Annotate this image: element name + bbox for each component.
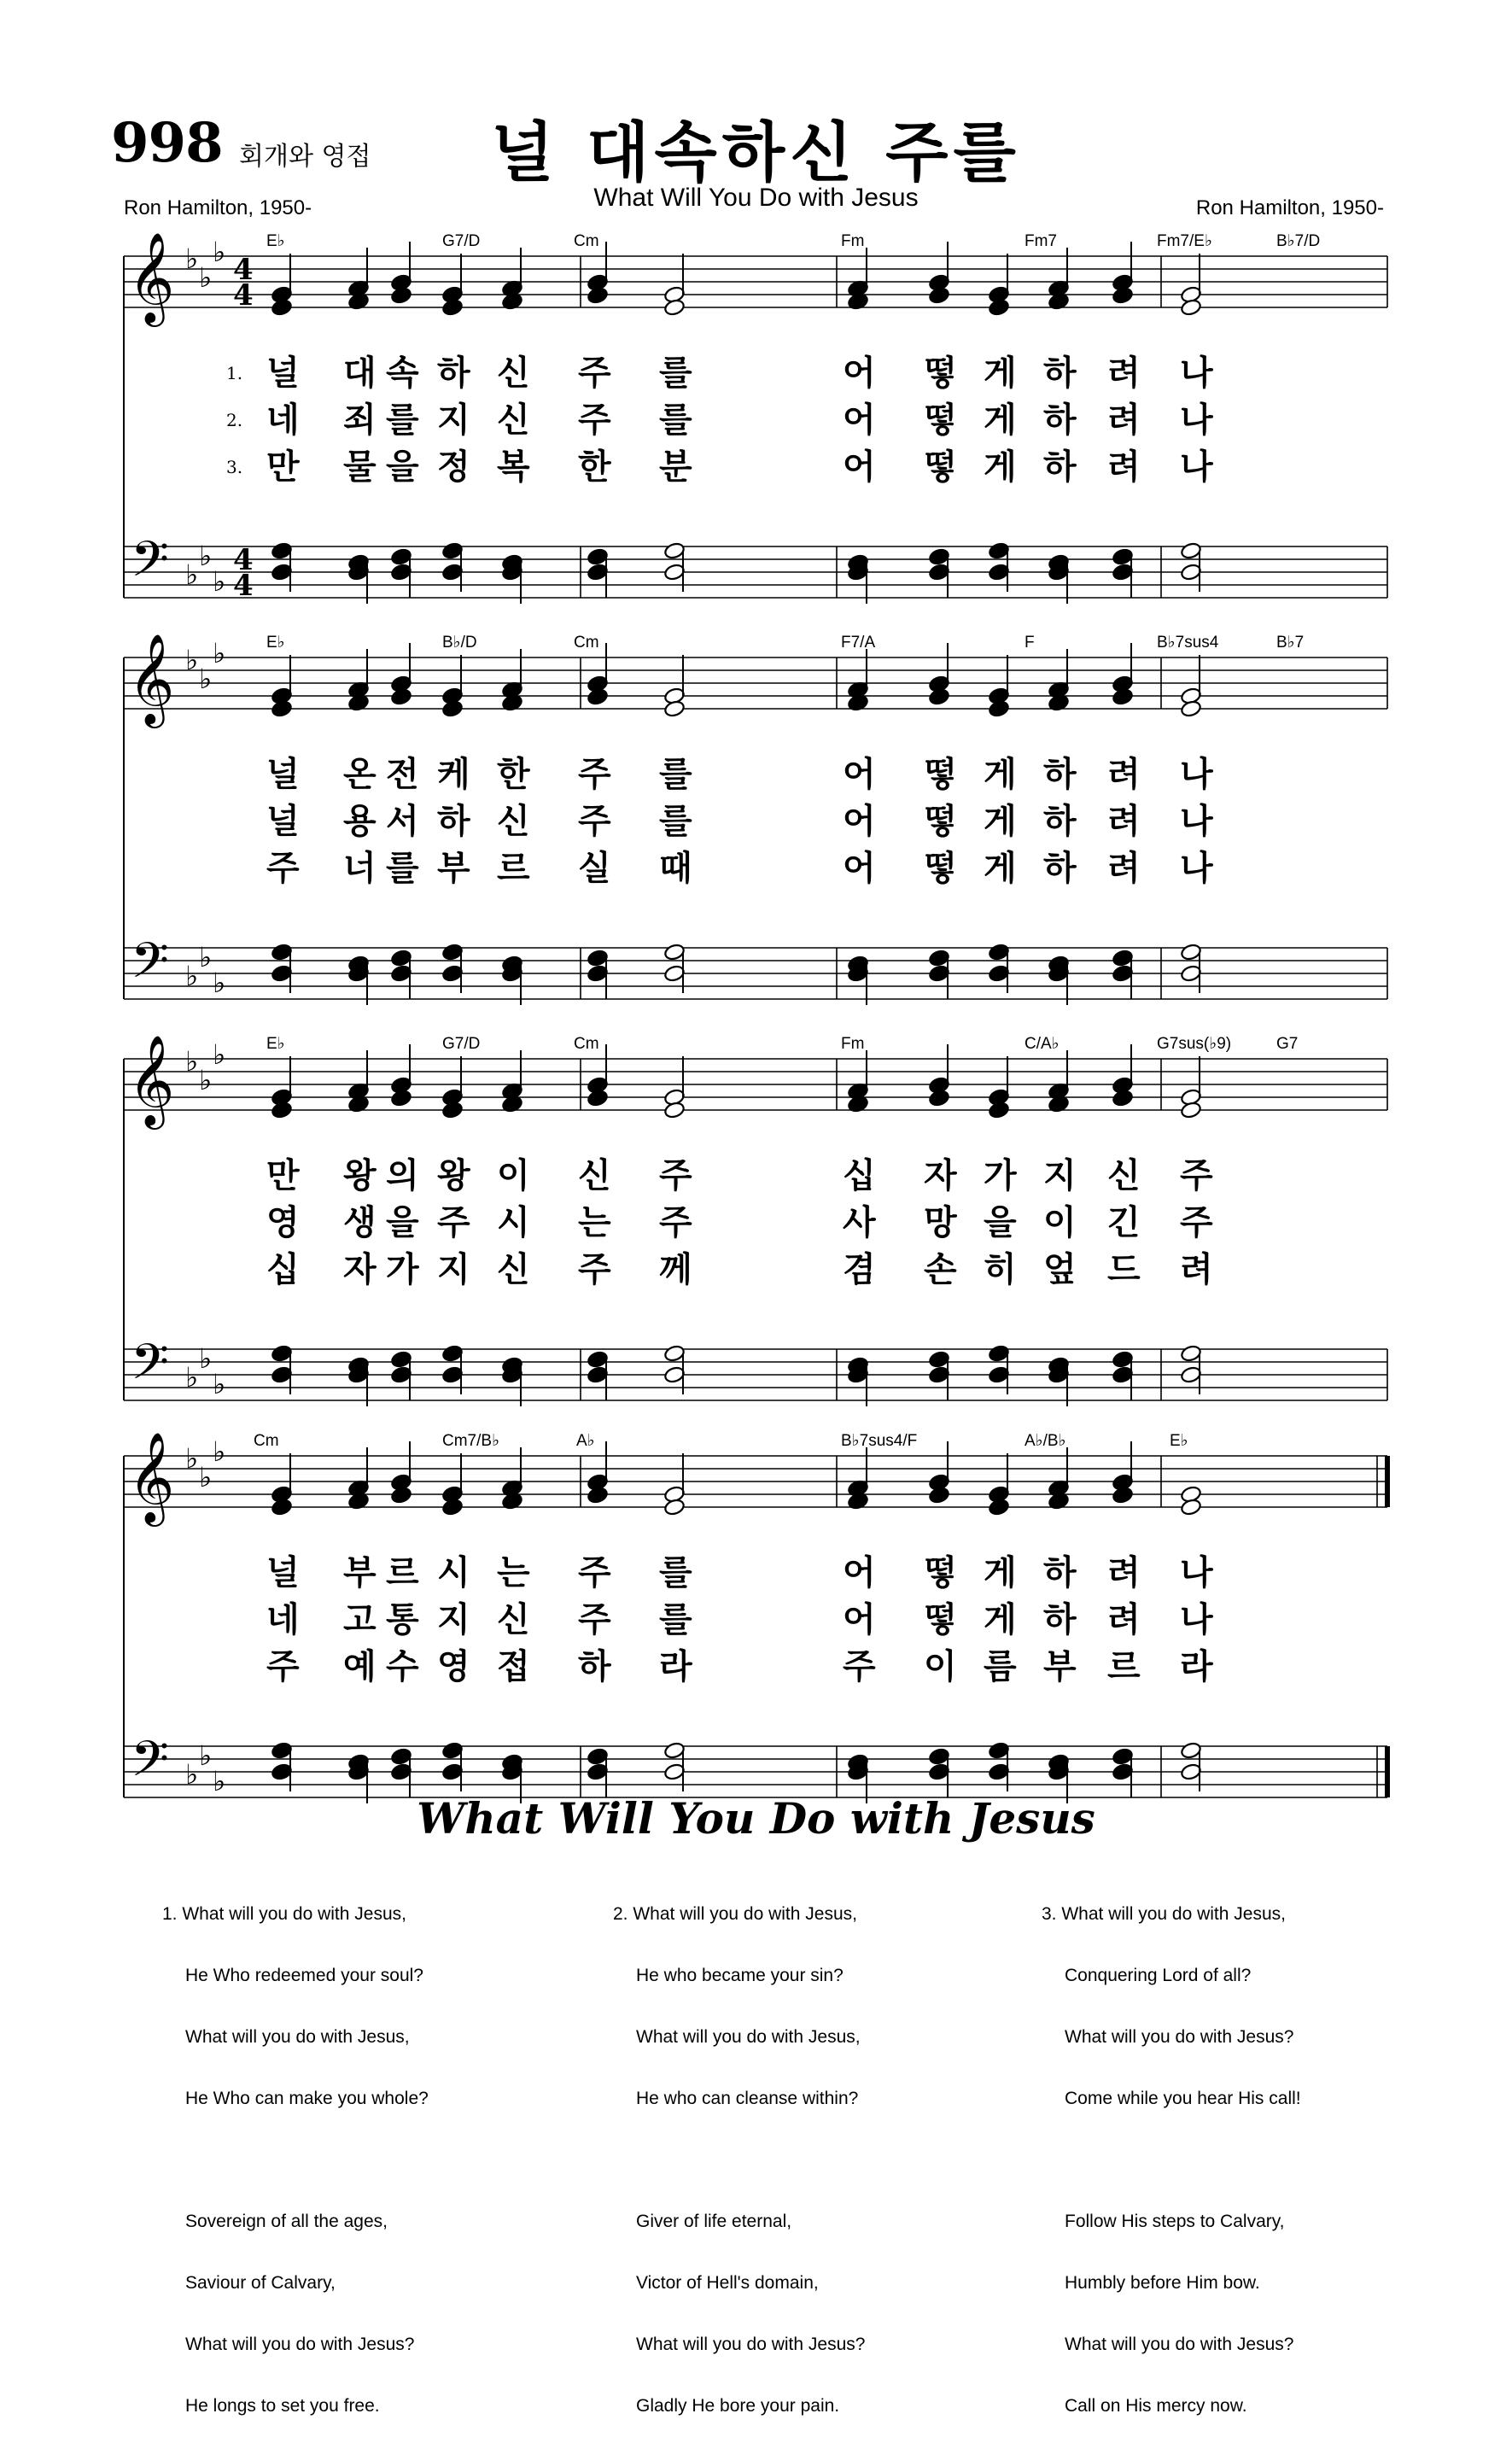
lyric-syllable: 이 bbox=[1043, 1203, 1077, 1242]
lyric-syllable: 르 bbox=[497, 849, 530, 888]
bass-clef: 𝄢 bbox=[131, 932, 170, 1002]
lyric-syllable: 복 bbox=[497, 447, 530, 487]
lyric-syllable: 어 bbox=[843, 354, 876, 393]
lyric-syllable: 만 bbox=[266, 1156, 300, 1195]
time-signature: 4 bbox=[233, 278, 254, 313]
lyric-syllable: 널 bbox=[266, 802, 300, 841]
chord-symbol: Cm bbox=[574, 232, 599, 250]
flat-sign: ♭ bbox=[213, 236, 226, 268]
lyric-syllable: 나 bbox=[1180, 400, 1213, 440]
lyric-syllable: 주 bbox=[578, 400, 611, 440]
flat-sign: ♭ bbox=[185, 1442, 199, 1475]
lyric-syllable: 주 bbox=[1180, 1203, 1213, 1242]
lyric-syllable: 하 bbox=[437, 802, 470, 841]
lyric-syllable: 왕 bbox=[343, 1156, 377, 1195]
quarter-note bbox=[271, 298, 293, 317]
lyric-syllable: 나 bbox=[1180, 1600, 1213, 1639]
chord-symbol: B♭7/D bbox=[1276, 232, 1321, 250]
chord-symbol: C/A♭ bbox=[1025, 1035, 1060, 1053]
lyric-syllable: 용 bbox=[343, 802, 377, 841]
lyric-syllable: 게 bbox=[984, 400, 1017, 440]
flat-sign: ♭ bbox=[199, 941, 213, 973]
lyric-syllable: 하 bbox=[1043, 755, 1077, 794]
lyric-syllable: 를 bbox=[659, 1600, 692, 1639]
lyric-syllable: 널 bbox=[266, 354, 300, 393]
lyric-syllable: 생 bbox=[343, 1203, 377, 1242]
lyric-syllable: 십 bbox=[266, 1250, 300, 1289]
lyric-syllable: 를 bbox=[659, 755, 692, 794]
lyric-syllable: 신 bbox=[497, 354, 530, 393]
chord-symbol: A♭/B♭ bbox=[1025, 1432, 1066, 1450]
english-verse-2 bbox=[613, 1863, 865, 2437]
chord-symbol: G7sus(♭9) bbox=[1157, 1035, 1232, 1053]
lyric-syllable: 주 bbox=[578, 1553, 611, 1593]
flat-sign: ♭ bbox=[199, 1342, 213, 1375]
flat-sign: ♭ bbox=[213, 1038, 226, 1071]
lyric-syllable: 접 bbox=[497, 1647, 530, 1686]
quarter-note bbox=[441, 699, 464, 718]
quarter-note bbox=[441, 1101, 464, 1119]
lyric-syllable: 히 bbox=[984, 1250, 1017, 1289]
treble-clef: 𝄞 bbox=[128, 633, 175, 724]
chord-symbol: Fm7 bbox=[1025, 232, 1057, 250]
half-note bbox=[663, 298, 686, 317]
lyric-syllable: 려 bbox=[1107, 400, 1141, 440]
lyric-syllable: 의 bbox=[386, 1156, 419, 1195]
half-note bbox=[1180, 1101, 1202, 1119]
lyric-syllable: 지 bbox=[1043, 1156, 1077, 1195]
lyric-syllable: 떻 bbox=[924, 755, 957, 794]
flat-sign: ♭ bbox=[213, 1368, 226, 1400]
lyric-syllable: 네 bbox=[266, 1600, 300, 1639]
quarter-note bbox=[988, 1498, 1010, 1517]
lyric-syllable: 을 bbox=[984, 1203, 1017, 1242]
quarter-note bbox=[587, 1486, 609, 1505]
lyric-syllable: 예 bbox=[343, 1647, 377, 1686]
lyric-syllable: 하 bbox=[1043, 849, 1077, 888]
lyric-syllable: 지 bbox=[437, 1600, 470, 1639]
lyric-syllable: 자 bbox=[924, 1156, 957, 1195]
lyric-syllable: 떻 bbox=[924, 447, 957, 487]
verse-line: What will you do with Jesus, bbox=[636, 2027, 861, 2047]
time-signature: 4 bbox=[233, 569, 254, 603]
lyric-syllable: 부 bbox=[437, 849, 470, 888]
quarter-note bbox=[928, 1486, 950, 1505]
lyric-syllable: 한 bbox=[578, 447, 611, 487]
half-note bbox=[1180, 699, 1202, 718]
half-note bbox=[663, 1498, 686, 1517]
flat-sign: ♭ bbox=[213, 1765, 226, 1797]
flat-sign: ♭ bbox=[199, 663, 213, 695]
lyric-syllable: 주 bbox=[659, 1156, 692, 1195]
chord-symbol: B♭/D bbox=[442, 634, 477, 652]
lyric-syllable: 떻 bbox=[924, 400, 957, 440]
chord-symbol: G7 bbox=[1276, 1035, 1299, 1053]
chord-symbol: E♭ bbox=[266, 634, 285, 652]
lyric-syllable: 주 bbox=[578, 802, 611, 841]
lyric-syllable: 를 bbox=[659, 802, 692, 841]
verse-line: He Who redeemed your soul? bbox=[185, 1966, 423, 1985]
verse-line: Giver of life eternal, bbox=[636, 2212, 792, 2231]
lyric-syllable: 어 bbox=[843, 447, 876, 487]
flat-sign: ♭ bbox=[185, 243, 199, 275]
lyric-syllable: 나 bbox=[1180, 1553, 1213, 1593]
verse-line: What will you do with Jesus, bbox=[1061, 1904, 1286, 1924]
lyric-syllable: 주 bbox=[578, 354, 611, 393]
lyric-syllable: 긴 bbox=[1107, 1203, 1141, 1242]
flat-sign: ♭ bbox=[213, 967, 226, 999]
flat-sign: ♭ bbox=[185, 1361, 199, 1394]
quarter-note bbox=[271, 699, 293, 718]
lyric-syllable: 신 bbox=[497, 400, 530, 440]
quarter-note bbox=[390, 286, 412, 305]
hymn-subtitle: What Will You Do with Jesus bbox=[593, 184, 919, 212]
lyric-syllable: 한 bbox=[497, 755, 530, 794]
treble-clef: 𝄞 bbox=[128, 231, 175, 323]
verse-line: Saviour of Calvary, bbox=[185, 2273, 336, 2293]
quarter-note bbox=[928, 687, 950, 706]
lyric-syllable: 드 bbox=[1107, 1250, 1141, 1289]
lyric-syllable: 어 bbox=[843, 1553, 876, 1593]
lyric-syllable: 려 bbox=[1107, 1553, 1141, 1593]
lyric-syllable: 망 bbox=[924, 1203, 957, 1242]
flat-sign: ♭ bbox=[213, 565, 226, 598]
verse-line: What will you do with Jesus? bbox=[1065, 2335, 1294, 2354]
lyric-syllable: 신 bbox=[497, 1250, 530, 1289]
quarter-note bbox=[988, 1101, 1010, 1119]
lyric-syllable: 가 bbox=[984, 1156, 1017, 1195]
verse-number: 2. bbox=[613, 1904, 628, 1924]
lyric-syllable: 실 bbox=[578, 849, 611, 888]
lyric-syllable: 떻 bbox=[924, 354, 957, 393]
lyric-syllable: 주 bbox=[843, 1647, 876, 1686]
flat-sign: ♭ bbox=[199, 540, 213, 572]
lyric-syllable: 이 bbox=[924, 1647, 957, 1686]
lyric-syllable: 하 bbox=[1043, 400, 1077, 440]
flat-sign: ♭ bbox=[199, 261, 213, 294]
verse-number: 1. bbox=[226, 363, 243, 383]
chord-symbol: B♭7 bbox=[1276, 634, 1305, 652]
quarter-note bbox=[988, 699, 1010, 718]
verse-line: Humbly before Him bow. bbox=[1065, 2273, 1260, 2293]
lyric-syllable: 겸 bbox=[843, 1250, 876, 1289]
lyric-syllable: 려 bbox=[1107, 755, 1141, 794]
lyric-syllable: 떻 bbox=[924, 802, 957, 841]
lyric-syllable: 주 bbox=[578, 755, 611, 794]
flat-sign: ♭ bbox=[199, 1739, 213, 1772]
lyric-syllable: 통 bbox=[386, 1600, 419, 1639]
lyric-syllable: 주 bbox=[659, 1203, 692, 1242]
lyric-syllable: 지 bbox=[437, 400, 470, 440]
lyric-syllable: 떻 bbox=[924, 1600, 957, 1639]
verse-line: Come while you hear His call! bbox=[1065, 2089, 1301, 2108]
verse-number: 1. bbox=[162, 1904, 178, 1924]
time-signature: 4 bbox=[233, 543, 254, 577]
hymn-number: 998 bbox=[111, 111, 223, 175]
lyric-syllable: 네 bbox=[266, 400, 300, 440]
bass-clef: 𝄢 bbox=[131, 530, 170, 600]
lyric-syllable: 려 bbox=[1107, 802, 1141, 841]
quarter-note bbox=[390, 687, 412, 706]
verse-line: He Who can make you whole? bbox=[185, 2089, 429, 2108]
lyric-syllable: 손 bbox=[924, 1250, 957, 1289]
lyric-syllable: 분 bbox=[659, 447, 692, 487]
lyric-syllable: 떻 bbox=[924, 1553, 957, 1593]
lyric-syllable: 을 bbox=[386, 1203, 419, 1242]
lyricist-credit: Ron Hamilton, 1950- bbox=[124, 196, 312, 219]
lyric-syllable: 려 bbox=[1180, 1250, 1213, 1289]
verse-line: Follow His steps to Calvary, bbox=[1065, 2212, 1285, 2231]
lyric-syllable: 만 bbox=[266, 447, 300, 487]
half-note bbox=[663, 1101, 686, 1119]
verse-line: He who became your sin? bbox=[636, 1966, 844, 1985]
lyric-syllable: 려 bbox=[1107, 354, 1141, 393]
quarter-note bbox=[587, 687, 609, 706]
lyric-syllable: 려 bbox=[1107, 849, 1141, 888]
lyric-syllable: 어 bbox=[843, 849, 876, 888]
quarter-note bbox=[587, 286, 609, 305]
lyric-syllable: 물 bbox=[343, 447, 377, 487]
flat-sign: ♭ bbox=[185, 1045, 199, 1078]
lyric-syllable: 려 bbox=[1107, 1600, 1141, 1639]
flat-sign: ♭ bbox=[185, 644, 199, 676]
lyric-syllable: 대 bbox=[343, 354, 377, 393]
chord-symbol: F7/A bbox=[841, 634, 876, 652]
english-verse-3 bbox=[1042, 1863, 1301, 2437]
lyric-syllable: 떻 bbox=[924, 849, 957, 888]
english-title: What Will You Do with Jesus bbox=[417, 1793, 1095, 1844]
lyric-syllable: 주 bbox=[1180, 1156, 1213, 1195]
lyric-syllable: 어 bbox=[843, 400, 876, 440]
verse-line: Gladly He bore your pain. bbox=[636, 2396, 840, 2416]
chord-symbol: A♭ bbox=[576, 1432, 595, 1450]
lyric-syllable: 하 bbox=[1043, 447, 1077, 487]
lyric-syllable: 전 bbox=[386, 755, 419, 794]
half-note bbox=[1180, 1498, 1202, 1517]
quarter-note bbox=[928, 286, 950, 305]
verse-number: 3. bbox=[1042, 1904, 1057, 1924]
lyric-syllable: 자 bbox=[343, 1250, 377, 1289]
chord-symbol: B♭7sus4/F bbox=[841, 1432, 918, 1450]
lyric-syllable: 주 bbox=[578, 1250, 611, 1289]
verse-line: Call on His mercy now. bbox=[1065, 2396, 1247, 2416]
lyric-syllable: 엎 bbox=[1043, 1250, 1077, 1289]
lyric-syllable: 게 bbox=[984, 354, 1017, 393]
chord-symbol: Cm bbox=[254, 1432, 279, 1450]
lyric-syllable: 라 bbox=[1180, 1647, 1213, 1686]
lyric-syllable: 을 bbox=[386, 447, 419, 487]
verse-line: He who can cleanse within? bbox=[636, 2089, 859, 2108]
quarter-note bbox=[1112, 286, 1134, 305]
lyric-syllable: 신 bbox=[497, 1600, 530, 1639]
lyric-syllable: 하 bbox=[1043, 1553, 1077, 1593]
lyric-syllable: 부 bbox=[1043, 1647, 1077, 1686]
lyric-syllable: 는 bbox=[497, 1553, 530, 1593]
lyric-syllable: 게 bbox=[984, 447, 1017, 487]
treble-clef: 𝄞 bbox=[128, 1431, 175, 1522]
lyric-syllable: 신 bbox=[1107, 1156, 1141, 1195]
verse-line: What will you do with Jesus? bbox=[636, 2335, 866, 2354]
verse-line: He longs to set you free. bbox=[185, 2396, 380, 2416]
chord-symbol: E♭ bbox=[1170, 1432, 1188, 1450]
chord-symbol: F bbox=[1025, 634, 1035, 652]
quarter-note bbox=[441, 1498, 464, 1517]
lyric-syllable: 게 bbox=[984, 802, 1017, 841]
lyric-syllable: 서 bbox=[386, 802, 419, 841]
chord-symbol: B♭7sus4 bbox=[1157, 634, 1219, 652]
lyric-syllable: 를 bbox=[386, 849, 419, 888]
bass-clef: 𝄢 bbox=[131, 1730, 170, 1800]
lyric-syllable: 는 bbox=[578, 1203, 611, 1242]
chord-symbol: G7/D bbox=[442, 232, 481, 250]
lyric-syllable: 주 bbox=[578, 1600, 611, 1639]
lyric-syllable: 나 bbox=[1180, 447, 1213, 487]
quarter-note bbox=[928, 1089, 950, 1107]
chord-symbol: Cm bbox=[574, 634, 599, 652]
lyric-syllable: 게 bbox=[984, 1600, 1017, 1639]
lyric-syllable: 나 bbox=[1180, 354, 1213, 393]
lyric-syllable: 신 bbox=[497, 802, 530, 841]
lyric-syllable: 너 bbox=[343, 849, 377, 888]
quarter-note bbox=[988, 298, 1010, 317]
verse-line: What will you do with Jesus? bbox=[1065, 2027, 1294, 2047]
lyric-syllable: 시 bbox=[437, 1553, 470, 1593]
lyric-syllable: 나 bbox=[1180, 802, 1213, 841]
treble-clef: 𝄞 bbox=[128, 1034, 175, 1125]
lyric-syllable: 하 bbox=[578, 1647, 611, 1686]
lyric-syllable: 나 bbox=[1180, 755, 1213, 794]
verse-number: 3. bbox=[226, 457, 243, 477]
chord-symbol: E♭ bbox=[266, 1035, 285, 1053]
quarter-note bbox=[1112, 1486, 1134, 1505]
lyric-syllable: 게 bbox=[984, 1553, 1017, 1593]
lyric-syllable: 려 bbox=[1107, 447, 1141, 487]
verse-number: 2. bbox=[226, 410, 243, 430]
lyric-syllable: 어 bbox=[843, 755, 876, 794]
quarter-note bbox=[587, 1089, 609, 1107]
lyric-syllable: 고 bbox=[343, 1600, 377, 1639]
lyric-syllable: 속 bbox=[386, 354, 419, 393]
lyric-syllable: 나 bbox=[1180, 849, 1213, 888]
lyric-syllable: 하 bbox=[1043, 354, 1077, 393]
chord-symbol: E♭ bbox=[266, 232, 285, 250]
lyric-syllable: 사 bbox=[843, 1203, 876, 1242]
lyric-syllable: 신 bbox=[578, 1156, 611, 1195]
lyric-syllable: 가 bbox=[386, 1250, 419, 1289]
quarter-note bbox=[1112, 687, 1134, 706]
flat-sign: ♭ bbox=[185, 1758, 199, 1791]
verse-line: What will you do with Jesus, bbox=[182, 1904, 406, 1924]
quarter-note bbox=[271, 1498, 293, 1517]
lyric-syllable: 어 bbox=[843, 802, 876, 841]
chord-symbol: Cm bbox=[574, 1035, 599, 1053]
chord-symbol: G7/D bbox=[442, 1035, 481, 1053]
lyric-syllable: 게 bbox=[984, 755, 1017, 794]
flat-sign: ♭ bbox=[213, 637, 226, 669]
lyric-syllable: 께 bbox=[659, 1250, 692, 1289]
lyric-syllable: 를 bbox=[659, 354, 692, 393]
lyric-syllable: 주 bbox=[266, 849, 300, 888]
lyric-syllable: 온 bbox=[343, 755, 377, 794]
lyric-syllable: 주 bbox=[266, 1647, 300, 1686]
verse-line: What will you do with Jesus, bbox=[185, 2027, 410, 2047]
lyric-syllable: 지 bbox=[437, 1250, 470, 1289]
lyric-syllable: 시 bbox=[497, 1203, 530, 1242]
verse-line: What will you do with Jesus, bbox=[633, 1904, 857, 1924]
lyric-syllable: 게 bbox=[984, 849, 1017, 888]
lyric-syllable: 르 bbox=[386, 1553, 419, 1593]
verse-line: Conquering Lord of all? bbox=[1065, 1966, 1252, 1985]
hymn-category: 회개와 영접 bbox=[239, 142, 371, 172]
lyric-syllable: 부 bbox=[343, 1553, 377, 1593]
flat-sign: ♭ bbox=[199, 1461, 213, 1493]
bass-clef: 𝄢 bbox=[131, 1333, 170, 1403]
lyric-syllable: 죄 bbox=[343, 400, 377, 440]
chord-symbol: Fm7/E♭ bbox=[1157, 232, 1212, 250]
quarter-note bbox=[1112, 1089, 1134, 1107]
flat-sign: ♭ bbox=[185, 960, 199, 992]
lyric-syllable: 정 bbox=[437, 447, 470, 487]
time-signature: 4 bbox=[233, 253, 254, 287]
chord-symbol: Fm bbox=[841, 232, 865, 250]
lyric-syllable: 왕 bbox=[437, 1156, 470, 1195]
flat-sign: ♭ bbox=[213, 1435, 226, 1468]
lyric-syllable: 르 bbox=[1107, 1647, 1141, 1686]
lyric-syllable: 영 bbox=[266, 1203, 300, 1242]
lyric-syllable: 주 bbox=[437, 1203, 470, 1242]
chord-symbol: Cm7/B♭ bbox=[442, 1432, 500, 1450]
lyric-syllable: 하 bbox=[1043, 1600, 1077, 1639]
quarter-note bbox=[441, 298, 464, 317]
lyric-syllable: 널 bbox=[266, 755, 300, 794]
lyric-syllable: 때 bbox=[659, 849, 692, 888]
lyric-syllable: 라 bbox=[659, 1647, 692, 1686]
lyric-syllable: 십 bbox=[843, 1156, 876, 1195]
half-note bbox=[663, 699, 686, 718]
lyric-syllable: 케 bbox=[437, 755, 470, 794]
half-note bbox=[1180, 298, 1202, 317]
lyric-syllable: 이 bbox=[497, 1156, 530, 1195]
lyric-syllable: 널 bbox=[266, 1553, 300, 1593]
english-verse-1 bbox=[162, 1863, 429, 2437]
lyric-syllable: 수 bbox=[386, 1647, 419, 1686]
lyric-syllable: 를 bbox=[386, 400, 419, 440]
flat-sign: ♭ bbox=[199, 1064, 213, 1096]
hymn-title: 널 대속하신 주를 bbox=[491, 114, 1021, 190]
lyric-syllable: 를 bbox=[659, 400, 692, 440]
chord-symbol: Fm bbox=[841, 1035, 865, 1053]
lyric-syllable: 하 bbox=[437, 354, 470, 393]
verse-line: What will you do with Jesus? bbox=[185, 2335, 415, 2354]
lyric-syllable: 를 bbox=[659, 1553, 692, 1593]
quarter-note bbox=[390, 1486, 412, 1505]
verse-line: Victor of Hell's domain, bbox=[636, 2273, 819, 2293]
quarter-note bbox=[390, 1089, 412, 1107]
composer-credit: Ron Hamilton, 1950- bbox=[1195, 196, 1384, 219]
lyric-syllable: 어 bbox=[843, 1600, 876, 1639]
lyric-syllable: 하 bbox=[1043, 802, 1077, 841]
flat-sign: ♭ bbox=[185, 558, 199, 591]
quarter-note bbox=[271, 1101, 293, 1119]
lyric-syllable: 름 bbox=[984, 1647, 1017, 1686]
lyric-syllable: 영 bbox=[437, 1647, 470, 1686]
verse-line: Sovereign of all the ages, bbox=[185, 2212, 388, 2231]
